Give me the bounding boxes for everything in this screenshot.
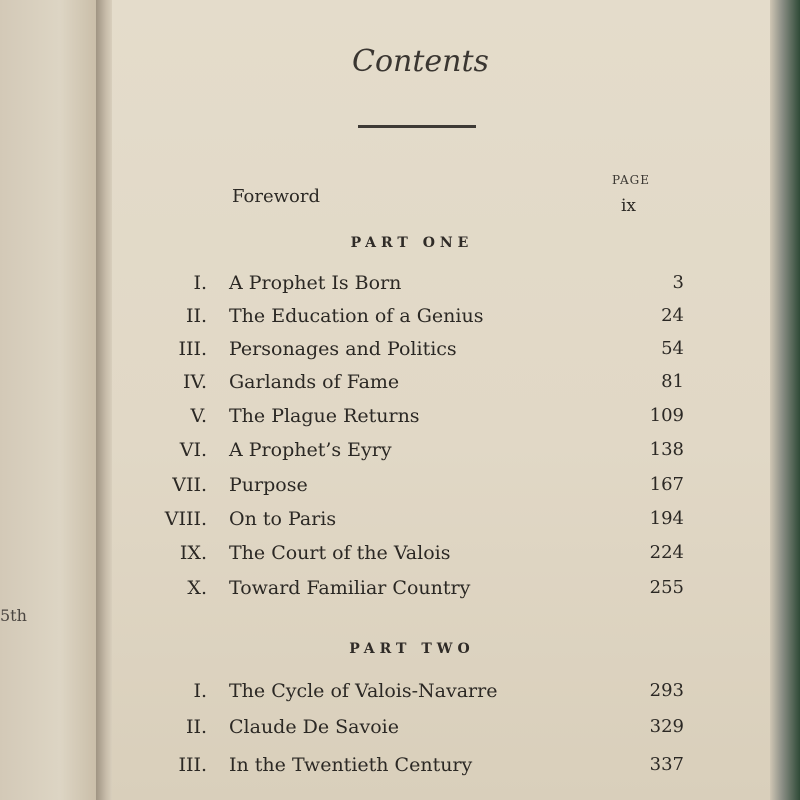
chapter-number: VI.: [179, 439, 207, 461]
chapter-number: II.: [185, 716, 207, 738]
chapter-number: II.: [185, 305, 207, 327]
chapter-number: III.: [178, 754, 207, 776]
contents-page: [112, 0, 772, 800]
page-title: Contents: [352, 44, 489, 79]
chapter-title: A Prophet Is Born: [229, 272, 402, 294]
toc-entry: [112, 305, 712, 335]
chapter-number: III.: [178, 338, 207, 360]
chapter-page: 3: [672, 272, 684, 293]
part-one-heading: PART ONE: [350, 235, 474, 251]
chapter-title: The Cycle of Valois-Navarre: [229, 680, 498, 702]
toc-entry: [112, 272, 712, 302]
foreword-title: Foreword: [232, 186, 320, 207]
toc-entry: [112, 754, 712, 784]
chapter-title: Garlands of Fame: [229, 371, 400, 393]
chapter-number: V.: [190, 405, 207, 427]
toc-entry: [112, 439, 712, 469]
left-page-text-fragment: 5th: [0, 606, 27, 625]
chapter-title: The Plague Returns: [229, 405, 420, 427]
right-background-edge: [770, 0, 800, 800]
toc-entry: [112, 405, 712, 435]
toc-entry: [112, 577, 712, 607]
chapter-title: A Prophet’s Eyry: [229, 439, 392, 461]
chapter-title: In the Twentieth Century: [229, 754, 473, 776]
chapter-number: VIII.: [164, 508, 207, 530]
chapter-page: 194: [649, 508, 684, 529]
chapter-page: 109: [649, 405, 684, 426]
chapter-number: X.: [187, 577, 207, 599]
part-two-heading: PART TWO: [349, 641, 475, 657]
left-page: [0, 0, 100, 800]
page-column-header: PAGE: [612, 173, 650, 187]
chapter-title: The Court of the Valois: [229, 542, 451, 564]
chapter-title: The Education of a Genius: [229, 305, 484, 327]
chapter-page: 54: [661, 338, 684, 359]
chapter-title: Personages and Politics: [229, 338, 457, 360]
chapter-number: VII.: [172, 474, 207, 496]
chapter-page: 337: [649, 754, 684, 775]
toc-entry: [112, 338, 712, 368]
chapter-number: IX.: [179, 542, 207, 564]
chapter-page: 224: [649, 542, 684, 563]
chapter-page: 24: [661, 305, 684, 326]
chapter-page: 167: [649, 474, 684, 495]
chapter-number: IV.: [183, 371, 207, 393]
chapter-page: 255: [649, 577, 684, 598]
chapter-title: On to Paris: [229, 508, 337, 530]
chapter-title: Toward Familiar Country: [229, 577, 471, 599]
toc-entry: [112, 474, 712, 504]
chapter-page: 81: [661, 371, 684, 392]
chapter-page: 293: [649, 680, 684, 701]
toc-entry: [112, 542, 712, 572]
toc-entry: [112, 508, 712, 538]
title-rule: [358, 125, 476, 128]
chapter-page: 329: [649, 716, 684, 737]
toc-entry: [112, 716, 712, 746]
toc-entry: [112, 680, 712, 710]
chapter-title: Purpose: [229, 474, 308, 496]
chapter-page: 138: [649, 439, 684, 460]
foreword-page-number: ix: [621, 196, 637, 216]
chapter-title: Claude De Savoie: [229, 716, 399, 738]
toc-entry: [112, 371, 712, 401]
chapter-number: I.: [193, 680, 207, 702]
chapter-number: I.: [193, 272, 207, 294]
